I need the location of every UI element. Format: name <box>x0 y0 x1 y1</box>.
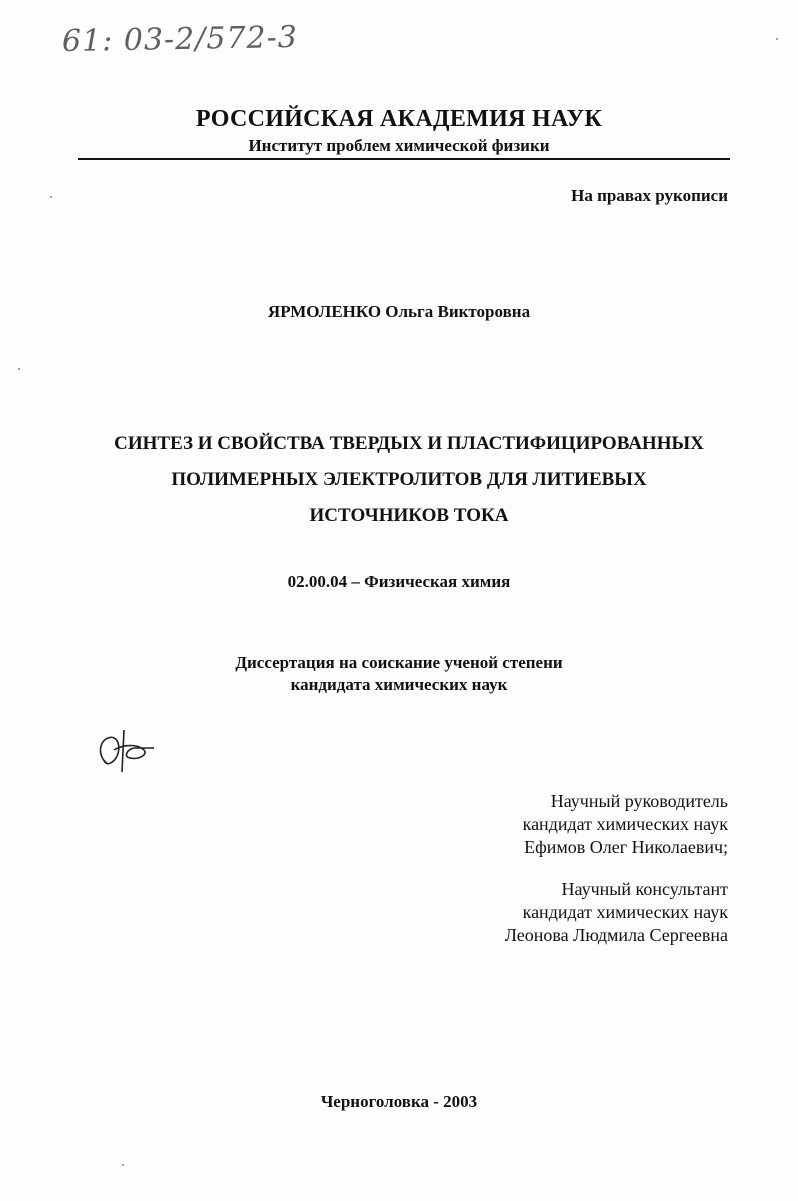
supervisor-role: Научный руководитель <box>550 791 728 811</box>
consultant-name: Леонова Людмила Сергеевна <box>504 925 728 945</box>
consultant-role: Научный консультант <box>561 879 728 899</box>
scientific-supervisor <box>505 790 728 859</box>
scan-speck <box>50 196 52 198</box>
specialty-code: 02.00.04 – Физическая химия <box>287 572 511 591</box>
handwritten-archive-code: 61: 03-2/572-3 <box>61 19 299 60</box>
thesis-title-line: ИСТОЧНИКОВ ТОКА <box>309 505 509 526</box>
consultant-degree: кандидат химических наук <box>522 902 728 922</box>
author-name: ЯРМОЛЕНКО Ольга Викторовна <box>267 302 531 321</box>
scientific-consultant <box>505 878 728 947</box>
institute-name: Институт проблем химической физики <box>248 136 550 155</box>
city-year: Черноголовка - 2003 <box>320 1092 478 1111</box>
thesis-title <box>60 426 758 534</box>
scan-speck <box>18 368 20 370</box>
degree-line: кандидата химических наук <box>290 675 508 694</box>
header-divider <box>78 158 730 160</box>
supervisor-degree: кандидат химических наук <box>522 814 728 834</box>
supervisor-name: Ефимов Олег Николаевич; <box>524 837 728 857</box>
academy-title: РОССИЙСКАЯ АКАДЕМИЯ НАУК <box>195 106 603 132</box>
scan-speck <box>122 1164 124 1166</box>
degree-statement <box>0 652 798 696</box>
degree-line: Диссертация на соискание ученой степени <box>235 653 563 672</box>
thesis-title-line: ПОЛИМЕРНЫХ ЭЛЕКТРОЛИТОВ ДЛЯ ЛИТИЕВЫХ <box>171 469 647 490</box>
thesis-title-line: СИНТЕЗ И СВОЙСТВА ТВЕРДЫХ И ПЛАСТИФИЦИРОВАННЫХ <box>114 433 704 454</box>
manuscript-note: На правах рукописи <box>571 186 728 205</box>
handwritten-signature-icon <box>94 724 158 774</box>
scan-speck <box>776 38 778 40</box>
supervisors-block <box>505 790 728 966</box>
